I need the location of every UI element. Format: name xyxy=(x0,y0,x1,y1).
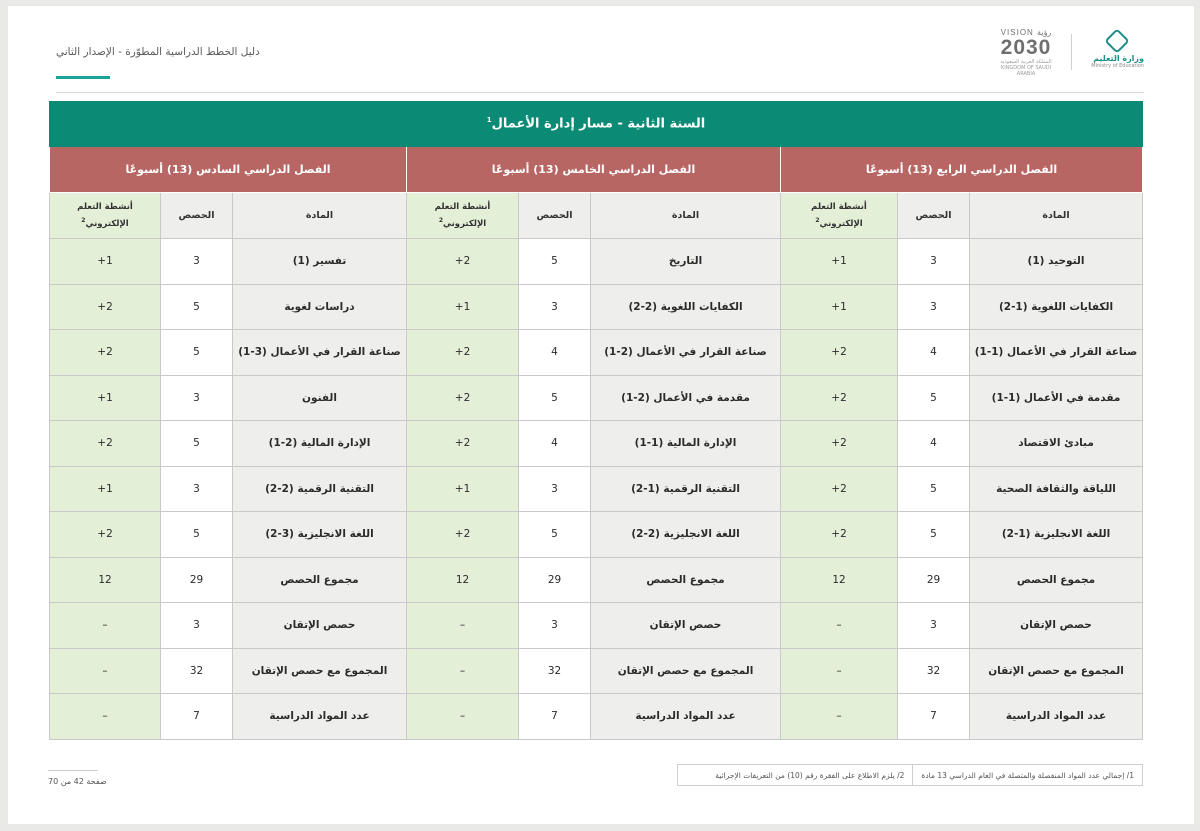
elearning-cell: – xyxy=(407,603,519,649)
ministry-name-ar: وزارة التعليم xyxy=(1093,54,1144,63)
elearning-cell: 2+ xyxy=(50,330,161,376)
periods-cell: 5 xyxy=(898,512,970,558)
periods-cell: 3 xyxy=(519,603,591,649)
ministry-name-en: Ministry of Education xyxy=(1091,63,1144,69)
column-header-elearning xyxy=(781,193,898,239)
column-header-elearning xyxy=(50,193,161,239)
elearning-header-line1: أنشطة التعلم xyxy=(811,201,867,212)
subject-cell: التاريخ xyxy=(591,239,781,285)
elearning-cell: – xyxy=(50,694,161,740)
elearning-cell: 1+ xyxy=(50,466,161,512)
elearning-cell: – xyxy=(407,694,519,740)
elearning-cell: 12 xyxy=(407,557,519,603)
footnotes-box xyxy=(677,764,1143,786)
document-title: دليل الخطط الدراسية المطوّرة - الإصدار الثاني xyxy=(56,46,260,58)
elearning-header-line2-text: الإلكتروني xyxy=(819,218,863,229)
periods-cell: 32 xyxy=(519,648,591,694)
elearning-footnote-ref: 2 xyxy=(438,216,443,224)
periods-cell: 29 xyxy=(519,557,591,603)
table-row xyxy=(50,466,1143,512)
table-row xyxy=(50,330,1143,376)
periods-cell: 3 xyxy=(898,239,970,285)
table-row xyxy=(50,694,1143,740)
column-header-row xyxy=(50,193,1143,239)
vision-year: 2030 xyxy=(1000,36,1052,59)
periods-cell: 7 xyxy=(898,694,970,740)
periods-cell: 5 xyxy=(898,375,970,421)
periods-cell: 5 xyxy=(519,375,591,421)
column-header-periods: الحصص xyxy=(519,193,591,239)
subject-cell: الكفايات اللغوية (1-2) xyxy=(970,284,1143,330)
elearning-header-line2-text: الإلكتروني xyxy=(443,218,487,229)
periods-cell: 3 xyxy=(161,603,233,649)
periods-cell: 5 xyxy=(161,330,233,376)
elearning-cell: 2+ xyxy=(781,512,898,558)
periods-cell: 4 xyxy=(898,421,970,467)
elearning-cell: – xyxy=(781,603,898,649)
subject-cell: الإدارة المالية (2-1) xyxy=(233,421,407,467)
elearning-cell: 12 xyxy=(781,557,898,603)
elearning-cell: – xyxy=(50,648,161,694)
elearning-cell: 2+ xyxy=(407,421,519,467)
subject-cell: مجموع الحصص xyxy=(591,557,781,603)
subject-cell: صناعة القرار في الأعمال (1-1) xyxy=(970,330,1143,376)
periods-cell: 3 xyxy=(898,603,970,649)
subject-cell: عدد المواد الدراسية xyxy=(233,694,407,740)
header-divider xyxy=(56,92,1144,93)
subject-cell: عدد المواد الدراسية xyxy=(591,694,781,740)
subject-cell: عدد المواد الدراسية xyxy=(970,694,1143,740)
table-row xyxy=(50,603,1143,649)
elearning-header-line1: أنشطة التعلم xyxy=(77,201,133,212)
column-header-subject: المادة xyxy=(591,193,781,239)
elearning-header-line1: أنشطة التعلم xyxy=(434,201,491,212)
elearning-cell: 1+ xyxy=(781,239,898,285)
periods-cell: 32 xyxy=(161,648,233,694)
column-header-subject: المادة xyxy=(233,193,407,239)
table-row xyxy=(50,421,1143,467)
column-header-subject: المادة xyxy=(970,193,1143,239)
ministry-emblem-icon xyxy=(1104,28,1129,53)
elearning-cell: 2+ xyxy=(407,239,519,285)
table-row xyxy=(50,375,1143,421)
elearning-cell: 1+ xyxy=(781,284,898,330)
elearning-cell: – xyxy=(50,603,161,649)
periods-cell: 5 xyxy=(519,239,591,285)
subject-cell: اللياقة والثقافة الصحية xyxy=(970,466,1143,512)
subject-cell: الكفايات اللغوية (2-2) xyxy=(591,284,781,330)
column-header-periods: الحصص xyxy=(898,193,970,239)
vision-2030-logo xyxy=(991,28,1061,77)
footnote-2: 2/ يلزم الاطلاع على الفقرة رقم (10) من التعريفات الإجرائية xyxy=(715,770,905,780)
title-accent-bar xyxy=(56,76,110,79)
periods-cell: 29 xyxy=(161,557,233,603)
periods-cell: 5 xyxy=(898,466,970,512)
periods-cell: 5 xyxy=(519,512,591,558)
subject-cell: التقنية الرقمية (2-2) xyxy=(233,466,407,512)
elearning-cell: 1+ xyxy=(50,239,161,285)
elearning-cell: 2+ xyxy=(407,512,519,558)
elearning-header-line2 xyxy=(781,214,897,231)
subject-cell: اللغة الانجليزية (3-2) xyxy=(233,512,407,558)
elearning-cell: 2+ xyxy=(407,330,519,376)
table-body xyxy=(50,239,1143,740)
title-footnote-ref: 1 xyxy=(486,116,492,125)
elearning-header-line2 xyxy=(407,214,518,231)
elearning-cell: 1+ xyxy=(407,466,519,512)
elearning-cell: 2+ xyxy=(50,421,161,467)
subject-cell: اللغة الانجليزية (1-2) xyxy=(970,512,1143,558)
elearning-cell: 2+ xyxy=(407,375,519,421)
semester-5-header: الفصل الدراسي الخامس (13) أسبوعًا xyxy=(407,147,781,193)
subject-cell: دراسات لغوية xyxy=(233,284,407,330)
vision-label: VISION رؤية xyxy=(1000,28,1052,37)
elearning-cell: 1+ xyxy=(407,284,519,330)
ministry-logo xyxy=(1080,30,1144,78)
footnote-1: 1/ إجمالي عدد المواد المنفصلة والمتصلة في العام الدراسي 13 مادة xyxy=(912,765,1142,785)
table-row xyxy=(50,284,1143,330)
page-number-rule xyxy=(48,770,98,771)
table-row xyxy=(50,239,1143,285)
vision-subtitle: المملكة العربية السعودية KINGDOM OF SAUDI ARABIA xyxy=(1000,59,1052,77)
table-title-cell xyxy=(50,102,1143,147)
periods-cell: 5 xyxy=(161,421,233,467)
semester-4-header: الفصل الدراسي الرابع (13) أسبوعًا xyxy=(781,147,1143,193)
elearning-cell: 2+ xyxy=(50,284,161,330)
periods-cell: 29 xyxy=(898,557,970,603)
subject-cell: صناعة القرار في الأعمال (3-1) xyxy=(233,330,407,376)
periods-cell: 4 xyxy=(519,330,591,376)
elearning-footnote-ref: 2 xyxy=(815,216,820,224)
subject-cell: المجموع مع حصص الإتقان xyxy=(591,648,781,694)
elearning-footnote-ref: 2 xyxy=(81,216,86,224)
elearning-header-line2-text: الإلكتروني xyxy=(85,218,129,229)
logo-divider xyxy=(1071,34,1072,70)
subject-cell: حصص الإتقان xyxy=(591,603,781,649)
subject-cell: التوحيد (1) xyxy=(970,239,1143,285)
subject-cell: مجموع الحصص xyxy=(970,557,1143,603)
subject-cell: حصص الإتقان xyxy=(233,603,407,649)
periods-cell: 32 xyxy=(898,648,970,694)
subject-cell: المجموع مع حصص الإتقان xyxy=(233,648,407,694)
study-plan-table xyxy=(49,101,1143,740)
subject-cell: مقدمة في الأعمال (1-1) xyxy=(970,375,1143,421)
elearning-cell: – xyxy=(781,694,898,740)
table-title: السنة الثانية - مسار إدارة الأعمال xyxy=(491,116,706,132)
subject-cell: تفسير (1) xyxy=(233,239,407,285)
periods-cell: 3 xyxy=(161,375,233,421)
periods-cell: 4 xyxy=(898,330,970,376)
page-number: صفحة 42 من 70 xyxy=(48,777,107,786)
elearning-cell: – xyxy=(407,648,519,694)
periods-cell: 3 xyxy=(519,284,591,330)
elearning-cell: 2+ xyxy=(781,466,898,512)
subject-cell: مبادئ الاقتصاد xyxy=(970,421,1143,467)
elearning-header-line2 xyxy=(50,214,160,231)
elearning-cell: 2+ xyxy=(50,512,161,558)
elearning-cell: 12 xyxy=(50,557,161,603)
periods-cell: 3 xyxy=(898,284,970,330)
periods-cell: 3 xyxy=(161,466,233,512)
subject-cell: صناعة القرار في الأعمال (2-1) xyxy=(591,330,781,376)
elearning-cell: – xyxy=(781,648,898,694)
subject-cell: اللغة الانجليزية (2-2) xyxy=(591,512,781,558)
table-row xyxy=(50,557,1143,603)
subject-cell: الإدارة المالية (1-1) xyxy=(591,421,781,467)
periods-cell: 5 xyxy=(161,512,233,558)
elearning-cell: 1+ xyxy=(50,375,161,421)
elearning-cell: 2+ xyxy=(781,330,898,376)
periods-cell: 3 xyxy=(161,239,233,285)
subject-cell: الفنون xyxy=(233,375,407,421)
subject-cell: المجموع مع حصص الإتقان xyxy=(970,648,1143,694)
table-row xyxy=(50,512,1143,558)
elearning-cell: 2+ xyxy=(781,421,898,467)
subject-cell: مجموع الحصص xyxy=(233,557,407,603)
semester-6-header: الفصل الدراسي السادس (13) أسبوعًا xyxy=(50,147,407,193)
column-header-elearning xyxy=(407,193,519,239)
subject-cell: حصص الإتقان xyxy=(970,603,1143,649)
elearning-cell: 2+ xyxy=(781,375,898,421)
periods-cell: 4 xyxy=(519,421,591,467)
periods-cell: 7 xyxy=(161,694,233,740)
periods-cell: 3 xyxy=(519,466,591,512)
periods-cell: 5 xyxy=(161,284,233,330)
table-row xyxy=(50,648,1143,694)
periods-cell: 7 xyxy=(519,694,591,740)
subject-cell: التقنية الرقمية (1-2) xyxy=(591,466,781,512)
subject-cell: مقدمة في الأعمال (2-1) xyxy=(591,375,781,421)
column-header-periods: الحصص xyxy=(161,193,233,239)
